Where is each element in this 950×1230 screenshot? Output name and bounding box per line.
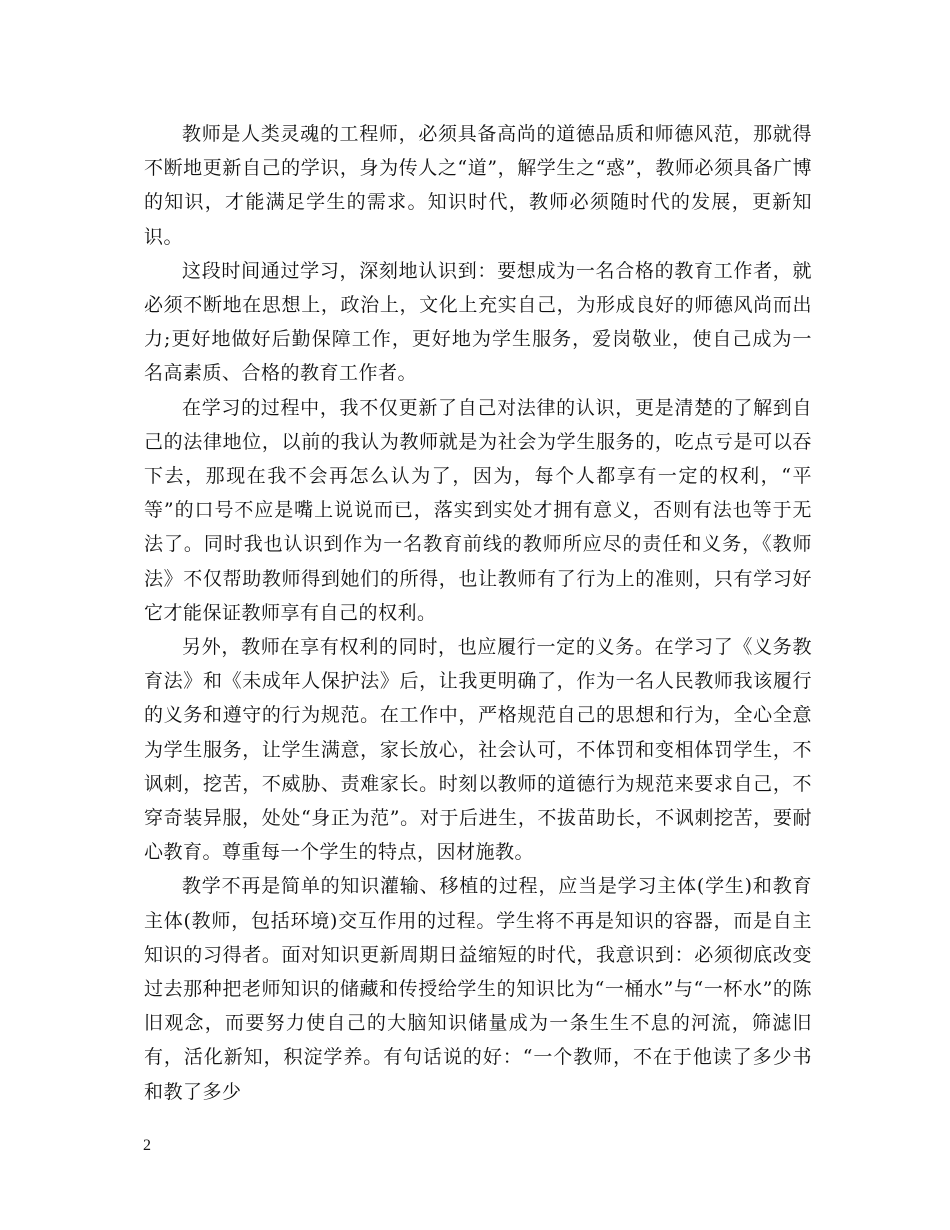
paragraph-4: 另外，教师在享有权利的同时，也应履行一定的义务。在学习了《义务教育法》和《未成年人保护法》后，让我更明确了，作为一名人民教师我该履行的义务和遵守的行为规范。在工作中，严格规范自己的思想和行为，全心全意为学生服务，让学生满意，家长放心，社会认可，不体罚和变相体罚学生，不讽刺，挖苦，不威胁、责难家长。时刻以教师的道德行为规范来要求自己，不穿奇装异服，处处“身正为范”。对于后进生，不拔苗助长，不讽刺挖苦，要耐心教育。尊重每一个学生的特点，因材施教。 xyxy=(144,636,812,864)
page-number: 2 xyxy=(143,1137,151,1154)
paragraph-2: 这段时间通过学习，深刻地认识到：要想成为一名合格的教育工作者，就必须不断地在思想上，政治上，文化上充实自己，为形成良好的师德风尚而出力;更好地做好后勤保障工作，更好地为学生服务，爱岗敬业，使自己成为一名高素质、合格的教育工作者。 xyxy=(144,259,812,385)
paragraph-5: 教学不再是简单的知识灌输、移植的过程，应当是学习主体(学生)和教育主体(教师，包括环境)交互作用的过程。学生将不再是知识的容器，而是自主知识的习得者。面对知识更新周期日益缩短的时代，我意识到：必须彻底改变过去那种把老师知识的储藏和传授给学生的知识比为“一桶水”与“一杯水”的陈旧观念，而要努力使自己的大脑知识储量成为一条生生不息的河流，筛滤旧有，活化新知，积淀学养。有句话说的好：“一个教师，不在于他读了多少书和教了多少 xyxy=(144,875,812,1103)
paragraph-1: 教师是人类灵魂的工程师，必须具备高尚的道德品质和师德风范，那就得不断地更新自己的学识，身为传人之“道”，解学生之“惑”，教师必须具备广博的知识，才能满足学生的需求。知识时代，教师必须随时代的发展，更新知识。 xyxy=(144,123,812,248)
document-body xyxy=(144,117,812,1109)
paragraph-3: 在学习的过程中，我不仅更新了自己对法律的认识，更是清楚的了解到自己的法律地位，以前的我认为教师就是为社会为学生服务的，吃点亏是可以吞下去，那现在我不会再怎么认为了，因为，每个人都享有一定的权利，“平等”的口号不应是嘴上说说而已，落实到实处才拥有意义，否则有法也等于无法了。同时我也认识到作为一名教育前线的教师所应尽的责任和义务，《教师法》不仅帮助教师得到她们的所得，也让教师有了行为上的准则，只有学习好它才能保证教师享有自己的权利。 xyxy=(144,396,812,624)
